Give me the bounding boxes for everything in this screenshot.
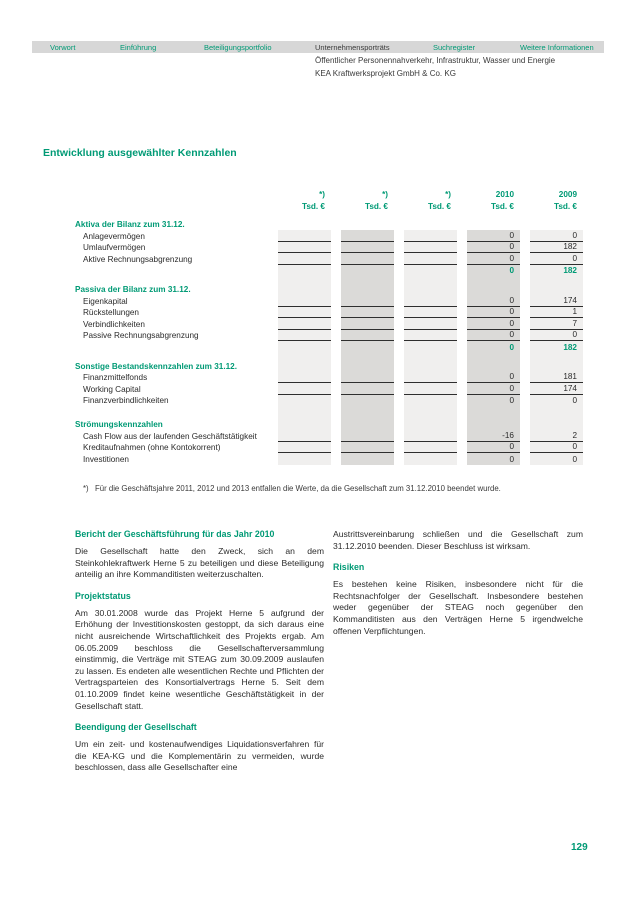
cell-total-2009: 182 bbox=[563, 342, 577, 352]
cell-2010: 0 bbox=[467, 254, 520, 265]
breadcrumb-company: KEA Kraftwerksprojekt GmbH & Co. KG bbox=[315, 69, 456, 78]
footnote-text: Für die Geschäftsjahre 2011, 2012 und 2013 entfallen die Werte, da die Gesellschaft zum 31.12.2010 beendet wurde. bbox=[95, 484, 501, 493]
body-paragraph: Austrittsvereinbarung schließen und die Gesellschaft zum 31.12.2010 beenden. Dieser Beschluss ist wirksam. bbox=[333, 529, 583, 551]
table-row bbox=[75, 295, 583, 307]
nav-item-beteiligungsportfolio[interactable]: Beteiligungsportfolio bbox=[204, 42, 272, 52]
footnote-marker: *) bbox=[83, 484, 89, 493]
row-group-label: Aktiva der Bilanz zum 31.12. bbox=[75, 220, 185, 229]
table-row bbox=[75, 341, 583, 353]
row-label: Finanzverbindlichkeiten bbox=[83, 396, 169, 405]
nav-item-weitere-informationen[interactable]: Weitere Informationen bbox=[520, 42, 594, 52]
cell-2009: 0 bbox=[572, 454, 577, 464]
cell-2010: 0 bbox=[467, 319, 520, 330]
cell-2010: 0 bbox=[509, 396, 514, 405]
section-heading: Beendigung der Gesellschaft bbox=[75, 722, 197, 733]
nav-item-unternehmensportr-ts[interactable]: Unternehmensporträts bbox=[315, 42, 390, 52]
row-label: Working Capital bbox=[83, 384, 141, 394]
col-header-2: *) bbox=[382, 190, 388, 199]
row-group-label: Passiva der Bilanz zum 31.12. bbox=[75, 285, 191, 294]
row-label: Aktive Rechnungsabgrenzung bbox=[83, 254, 193, 264]
nav-item-einf-hrung[interactable]: Einführung bbox=[120, 42, 157, 52]
row-label: Cash Flow aus der laufenden Geschäftstätigkeit bbox=[83, 431, 257, 441]
table-row bbox=[75, 442, 583, 454]
table-row bbox=[75, 372, 583, 384]
cell-2010: 0 bbox=[467, 242, 520, 253]
article-column-right bbox=[333, 529, 583, 646]
cell-2010: 0 bbox=[467, 296, 520, 307]
page-number: 129 bbox=[571, 842, 588, 853]
cell-2009: 181 bbox=[530, 372, 583, 383]
page-title: Entwicklung ausgewählter Kennzahlen bbox=[43, 147, 237, 159]
cell-2009: 0 bbox=[530, 442, 583, 453]
section-heading: Risiken bbox=[333, 562, 365, 573]
table-row bbox=[75, 265, 583, 277]
table-row bbox=[75, 383, 583, 395]
row-label: Finanzmittelfonds bbox=[83, 373, 148, 382]
table-row bbox=[75, 318, 583, 330]
cell-2009: 0 bbox=[530, 330, 583, 341]
cell-2010: 0 bbox=[467, 330, 520, 341]
cell-2009: 182 bbox=[530, 242, 583, 253]
table-footnote bbox=[83, 484, 563, 493]
cell-2009: 0 bbox=[530, 231, 583, 242]
row-label: Anlagevermögen bbox=[83, 231, 145, 241]
col-unit-2: Tsd. € bbox=[364, 202, 388, 211]
cell-2010: 0 bbox=[509, 454, 514, 464]
body-paragraph: Am 30.01.2008 wurde das Projekt Herne 5 aufgrund der Erhöhung der Investitionskosten gestoppt, da sich daraus eine nicht ausreichende Wirtschaftlichkeit des Projekts ergab. Am 06.05.2009 beschloss die Gesellschafterversammlung einstimmig, die Verträge mit STEAG zum 30.09.2009 auslaufen zu lassen. Es endeten alle wesentlichen Rechte und Pflichten der Vertragsparteien des Konsortialvertrags Herne 5. Seit dem 01.10.2009 findet keine wesentliche Geschäftstätigkeit in der Gesellschaft statt. bbox=[75, 607, 324, 711]
row-label: Rückstellungen bbox=[83, 308, 139, 317]
table-row bbox=[75, 283, 583, 295]
col-header-4: 2010 bbox=[495, 190, 514, 199]
article-column-left bbox=[75, 529, 324, 783]
table-row bbox=[75, 307, 583, 319]
cell-2009: 174 bbox=[530, 384, 583, 395]
col-unit-4: Tsd. € bbox=[490, 202, 514, 211]
row-label: Investitionen bbox=[83, 454, 129, 464]
breadcrumb-section: Öffentlicher Personennahverkehr, Infrastruktur, Wasser und Energie bbox=[315, 56, 556, 65]
row-group-label: Strömungskennzahlen bbox=[75, 420, 163, 429]
cell-2010: -16 bbox=[467, 431, 520, 442]
table-row bbox=[75, 242, 583, 254]
section-heading: Bericht der Geschäftsführung für das Jahr 2010 bbox=[75, 529, 275, 539]
col-header-5: 2009 bbox=[558, 190, 577, 199]
section-heading: Projektstatus bbox=[75, 590, 131, 601]
table-row bbox=[75, 253, 583, 265]
body-paragraph: Um ein zeit- und kostenaufwendiges Liquidationsverfahren für die KEA-KG und die Komplementärin zu vermeiden, wurde beschlossen, dass alle Gesellschafter eine bbox=[75, 739, 324, 773]
table-row bbox=[75, 360, 583, 372]
table-row bbox=[75, 330, 583, 342]
cell-2009: 0 bbox=[530, 254, 583, 265]
row-label: Umlaufvermögen bbox=[83, 243, 146, 252]
cell-2009: 0 bbox=[572, 396, 577, 405]
row-label: Passive Rechnungsabgrenzung bbox=[83, 331, 199, 340]
navbar bbox=[32, 41, 604, 53]
col-header-3: *) bbox=[445, 190, 451, 199]
table-row bbox=[75, 418, 583, 430]
body-paragraph: Es bestehen keine Risiken, insbesondere nicht für die Rechtsnachfolger der Gesellschaft. Insbesondere bestehen weder gegenüber der STEAG noch gegenüber den Kommanditisten aus den Verträgen Herne 5 irgendwelche offenen Verpflichtungen. bbox=[333, 579, 583, 636]
cell-total-2009: 182 bbox=[563, 266, 577, 275]
row-label: Eigenkapital bbox=[83, 296, 128, 306]
nav-item-vorwort[interactable]: Vorwort bbox=[50, 42, 76, 52]
kennzahlen-table bbox=[75, 188, 583, 465]
cell-2010: 0 bbox=[467, 372, 520, 383]
table-row bbox=[75, 218, 583, 230]
nav-item-suchregister[interactable]: Suchregister bbox=[433, 42, 476, 52]
cell-2010: 0 bbox=[467, 307, 520, 318]
cell-2009: 174 bbox=[530, 296, 583, 307]
table-row bbox=[75, 188, 583, 200]
cell-total-2010: 0 bbox=[509, 266, 514, 275]
cell-2009: 2 bbox=[530, 431, 583, 442]
col-header-1: *) bbox=[319, 190, 325, 199]
table-row bbox=[75, 230, 583, 242]
col-unit-5: Tsd. € bbox=[553, 202, 577, 211]
col-unit-3: Tsd. € bbox=[427, 202, 451, 211]
table-row bbox=[75, 430, 583, 442]
cell-2010: 0 bbox=[467, 231, 520, 242]
cell-2009: 1 bbox=[530, 307, 583, 318]
row-label: Kreditaufnahmen (ohne Kontokorrent) bbox=[83, 443, 221, 452]
table-row bbox=[75, 200, 583, 212]
row-group-label: Sonstige Bestandskennzahlen zum 31.12. bbox=[75, 361, 237, 371]
cell-2009: 7 bbox=[530, 319, 583, 330]
row-label: Verbindlichkeiten bbox=[83, 319, 145, 329]
cell-2010: 0 bbox=[467, 384, 520, 395]
cell-total-2010: 0 bbox=[509, 342, 514, 352]
body-paragraph: Die Gesellschaft hatte den Zweck, sich an dem Steinkohlekraftwerk Herne 5 zu beteiligen und diese Beteiligung anteilig an ihre Kommanditisten weiterzuschalten. bbox=[75, 546, 324, 580]
table-row bbox=[75, 453, 583, 465]
table-rows-container bbox=[75, 188, 583, 465]
cell-2010: 0 bbox=[467, 442, 520, 453]
col-unit-1: Tsd. € bbox=[301, 202, 325, 211]
table-row bbox=[75, 395, 583, 407]
